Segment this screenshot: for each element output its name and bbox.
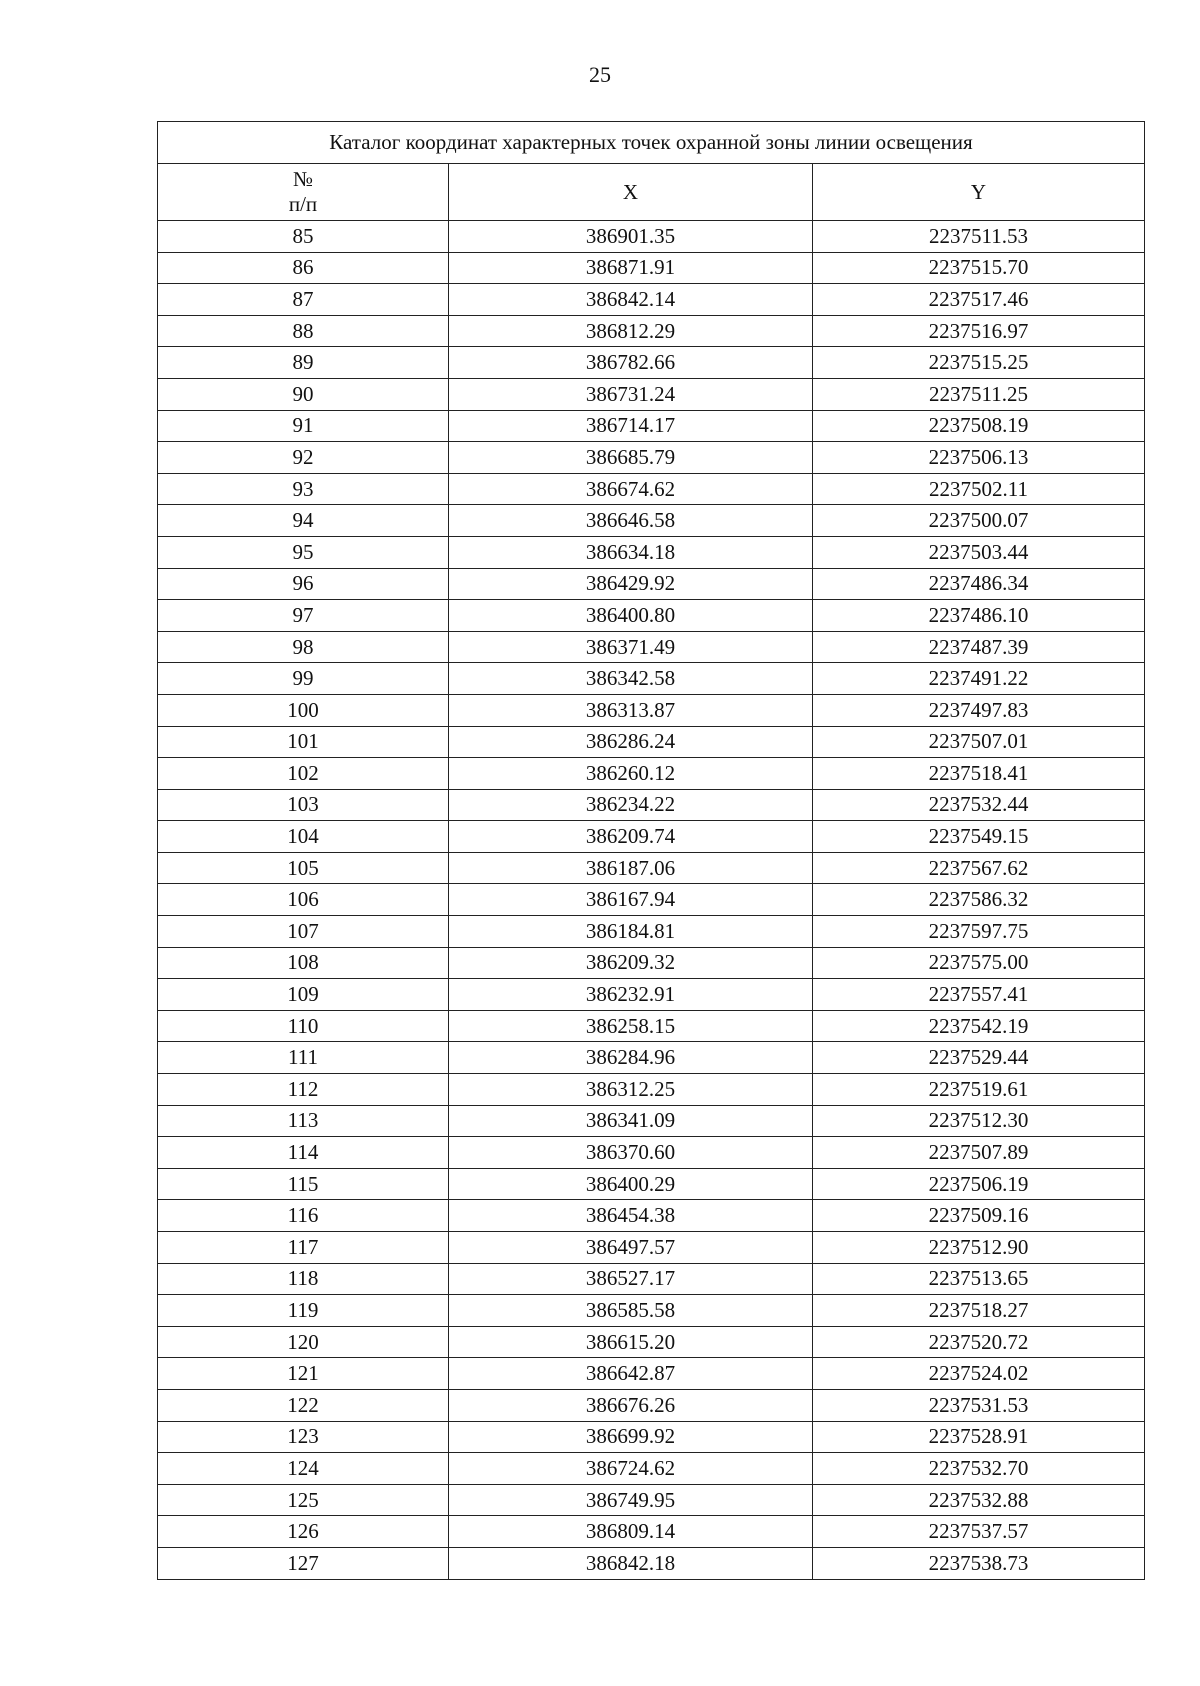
cell-number: 94 <box>158 505 449 537</box>
cell-x: 386901.35 <box>449 221 813 253</box>
cell-number: 108 <box>158 947 449 979</box>
cell-number: 115 <box>158 1168 449 1200</box>
cell-y: 2237516.97 <box>813 315 1145 347</box>
table-row <box>158 1358 1145 1390</box>
cell-number: 119 <box>158 1295 449 1327</box>
table-row <box>158 884 1145 916</box>
cell-x: 386260.12 <box>449 758 813 790</box>
cell-x: 386642.87 <box>449 1358 813 1390</box>
cell-x: 386699.92 <box>449 1421 813 1453</box>
cell-y: 2237528.91 <box>813 1421 1145 1453</box>
cell-x: 386615.20 <box>449 1326 813 1358</box>
cell-x: 386371.49 <box>449 631 813 663</box>
cell-x: 386167.94 <box>449 884 813 916</box>
cell-y: 2237597.75 <box>813 916 1145 948</box>
page-number: 25 <box>589 62 611 87</box>
table-row <box>158 1168 1145 1200</box>
cell-y: 2237532.44 <box>813 789 1145 821</box>
table-row <box>158 1421 1145 1453</box>
cell-y: 2237503.44 <box>813 536 1145 568</box>
cell-number: 113 <box>158 1105 449 1137</box>
table-row <box>158 568 1145 600</box>
cell-number: 107 <box>158 916 449 948</box>
cell-number: 97 <box>158 600 449 632</box>
cell-number: 126 <box>158 1516 449 1548</box>
cell-number: 90 <box>158 378 449 410</box>
table-row <box>158 442 1145 474</box>
cell-number: 102 <box>158 758 449 790</box>
cell-x: 386724.62 <box>449 1453 813 1485</box>
cell-number: 89 <box>158 347 449 379</box>
cell-number: 106 <box>158 884 449 916</box>
cell-x: 386809.14 <box>449 1516 813 1548</box>
cell-number: 116 <box>158 1200 449 1232</box>
table-row <box>158 505 1145 537</box>
cell-y: 2237487.39 <box>813 631 1145 663</box>
cell-y: 2237502.11 <box>813 473 1145 505</box>
cell-x: 386842.18 <box>449 1547 813 1579</box>
cell-number: 91 <box>158 410 449 442</box>
cell-y: 2237509.16 <box>813 1200 1145 1232</box>
cell-y: 2237515.25 <box>813 347 1145 379</box>
table-row <box>158 1326 1145 1358</box>
cell-y: 2237513.65 <box>813 1263 1145 1295</box>
cell-y: 2237531.53 <box>813 1389 1145 1421</box>
cell-x: 386812.29 <box>449 315 813 347</box>
cell-y: 2237532.70 <box>813 1453 1145 1485</box>
cell-y: 2237486.34 <box>813 568 1145 600</box>
table-row <box>158 1453 1145 1485</box>
cell-y: 2237515.70 <box>813 252 1145 284</box>
cell-number: 86 <box>158 252 449 284</box>
table-row <box>158 1484 1145 1516</box>
cell-x: 386674.62 <box>449 473 813 505</box>
cell-x: 386429.92 <box>449 568 813 600</box>
table-row <box>158 1389 1145 1421</box>
cell-y: 2237511.25 <box>813 378 1145 410</box>
cell-number: 93 <box>158 473 449 505</box>
cell-y: 2237537.57 <box>813 1516 1145 1548</box>
cell-x: 386871.91 <box>449 252 813 284</box>
cell-number: 96 <box>158 568 449 600</box>
cell-y: 2237586.32 <box>813 884 1145 916</box>
cell-y: 2237511.53 <box>813 221 1145 253</box>
cell-x: 386400.80 <box>449 600 813 632</box>
column-header-x: X <box>449 164 813 221</box>
cell-number: 99 <box>158 663 449 695</box>
column-header-number-line1: № <box>292 167 314 191</box>
table-body <box>158 221 1145 1580</box>
table-row <box>158 378 1145 410</box>
cell-number: 87 <box>158 284 449 316</box>
table-row <box>158 252 1145 284</box>
cell-number: 127 <box>158 1547 449 1579</box>
cell-y: 2237507.89 <box>813 1137 1145 1169</box>
cell-y: 2237518.27 <box>813 1295 1145 1327</box>
cell-x: 386187.06 <box>449 852 813 884</box>
cell-number: 101 <box>158 726 449 758</box>
cell-x: 386232.91 <box>449 979 813 1011</box>
table-row <box>158 410 1145 442</box>
column-header-number-line2: п/п <box>288 192 318 216</box>
cell-number: 121 <box>158 1358 449 1390</box>
cell-y: 2237538.73 <box>813 1547 1145 1579</box>
cell-y: 2237532.88 <box>813 1484 1145 1516</box>
cell-x: 386782.66 <box>449 347 813 379</box>
cell-y: 2237542.19 <box>813 1010 1145 1042</box>
cell-number: 120 <box>158 1326 449 1358</box>
cell-x: 386646.58 <box>449 505 813 537</box>
table-row <box>158 789 1145 821</box>
cell-number: 122 <box>158 1389 449 1421</box>
column-header-y: Y <box>813 164 1145 221</box>
cell-number: 125 <box>158 1484 449 1516</box>
cell-number: 118 <box>158 1263 449 1295</box>
cell-x: 386286.24 <box>449 726 813 758</box>
cell-number: 95 <box>158 536 449 568</box>
cell-x: 386497.57 <box>449 1232 813 1264</box>
cell-y: 2237519.61 <box>813 1074 1145 1106</box>
cell-x: 386676.26 <box>449 1389 813 1421</box>
cell-x: 386685.79 <box>449 442 813 474</box>
cell-number: 88 <box>158 315 449 347</box>
cell-number: 85 <box>158 221 449 253</box>
table-row <box>158 347 1145 379</box>
table-row <box>158 631 1145 663</box>
table-row <box>158 1042 1145 1074</box>
table-row <box>158 758 1145 790</box>
cell-y: 2237507.01 <box>813 726 1145 758</box>
cell-number: 92 <box>158 442 449 474</box>
cell-x: 386731.24 <box>449 378 813 410</box>
table-row <box>158 221 1145 253</box>
cell-x: 386527.17 <box>449 1263 813 1295</box>
cell-x: 386258.15 <box>449 1010 813 1042</box>
table-row <box>158 663 1145 695</box>
cell-number: 98 <box>158 631 449 663</box>
table-row <box>158 1010 1145 1042</box>
table-row <box>158 1137 1145 1169</box>
cell-y: 2237512.90 <box>813 1232 1145 1264</box>
cell-number: 112 <box>158 1074 449 1106</box>
cell-number: 111 <box>158 1042 449 1074</box>
cell-number: 105 <box>158 852 449 884</box>
cell-x: 386234.22 <box>449 789 813 821</box>
cell-x: 386209.74 <box>449 821 813 853</box>
cell-y: 2237500.07 <box>813 505 1145 537</box>
cell-number: 117 <box>158 1232 449 1264</box>
cell-y: 2237520.72 <box>813 1326 1145 1358</box>
cell-x: 386400.29 <box>449 1168 813 1200</box>
cell-x: 386634.18 <box>449 536 813 568</box>
cell-number: 104 <box>158 821 449 853</box>
cell-y: 2237529.44 <box>813 1042 1145 1074</box>
table-row <box>158 1263 1145 1295</box>
table-row <box>158 1516 1145 1548</box>
table-row <box>158 916 1145 948</box>
cell-y: 2237549.15 <box>813 821 1145 853</box>
cell-x: 386714.17 <box>449 410 813 442</box>
cell-x: 386313.87 <box>449 694 813 726</box>
table-row <box>158 852 1145 884</box>
cell-y: 2237508.19 <box>813 410 1145 442</box>
table-title: Каталог координат характерных точек охранной зоны линии освещения <box>158 122 1145 164</box>
cell-y: 2237491.22 <box>813 663 1145 695</box>
cell-number: 109 <box>158 979 449 1011</box>
table-row <box>158 1232 1145 1264</box>
table-row <box>158 1105 1145 1137</box>
cell-y: 2237524.02 <box>813 1358 1145 1390</box>
cell-y: 2237506.19 <box>813 1168 1145 1200</box>
cell-y: 2237506.13 <box>813 442 1145 474</box>
cell-y: 2237567.62 <box>813 852 1145 884</box>
cell-number: 110 <box>158 1010 449 1042</box>
table-row <box>158 1074 1145 1106</box>
cell-y: 2237518.41 <box>813 758 1145 790</box>
cell-number: 100 <box>158 694 449 726</box>
cell-y: 2237557.41 <box>813 979 1145 1011</box>
table-row <box>158 536 1145 568</box>
table-header-row <box>158 164 1145 221</box>
cell-x: 386341.09 <box>449 1105 813 1137</box>
cell-x: 386284.96 <box>449 1042 813 1074</box>
cell-y: 2237497.83 <box>813 694 1145 726</box>
table-row <box>158 1200 1145 1232</box>
table-row <box>158 473 1145 505</box>
table-row <box>158 1547 1145 1579</box>
table-row <box>158 694 1145 726</box>
cell-number: 114 <box>158 1137 449 1169</box>
cell-y: 2237512.30 <box>813 1105 1145 1137</box>
table-row <box>158 726 1145 758</box>
table-row <box>158 979 1145 1011</box>
table-row <box>158 1295 1145 1327</box>
cell-y: 2237575.00 <box>813 947 1145 979</box>
cell-x: 386312.25 <box>449 1074 813 1106</box>
cell-number: 103 <box>158 789 449 821</box>
coordinate-catalog-table <box>157 121 1145 1580</box>
cell-number: 124 <box>158 1453 449 1485</box>
cell-x: 386585.58 <box>449 1295 813 1327</box>
cell-x: 386370.60 <box>449 1137 813 1169</box>
cell-number: 123 <box>158 1421 449 1453</box>
cell-y: 2237486.10 <box>813 600 1145 632</box>
table-row <box>158 821 1145 853</box>
cell-x: 386184.81 <box>449 916 813 948</box>
cell-x: 386842.14 <box>449 284 813 316</box>
cell-y: 2237517.46 <box>813 284 1145 316</box>
cell-x: 386749.95 <box>449 1484 813 1516</box>
table-row <box>158 600 1145 632</box>
column-header-number <box>158 164 449 221</box>
table-title-row <box>158 122 1145 164</box>
cell-x: 386454.38 <box>449 1200 813 1232</box>
table-row <box>158 947 1145 979</box>
table-row <box>158 315 1145 347</box>
cell-x: 386342.58 <box>449 663 813 695</box>
table-row <box>158 284 1145 316</box>
cell-x: 386209.32 <box>449 947 813 979</box>
